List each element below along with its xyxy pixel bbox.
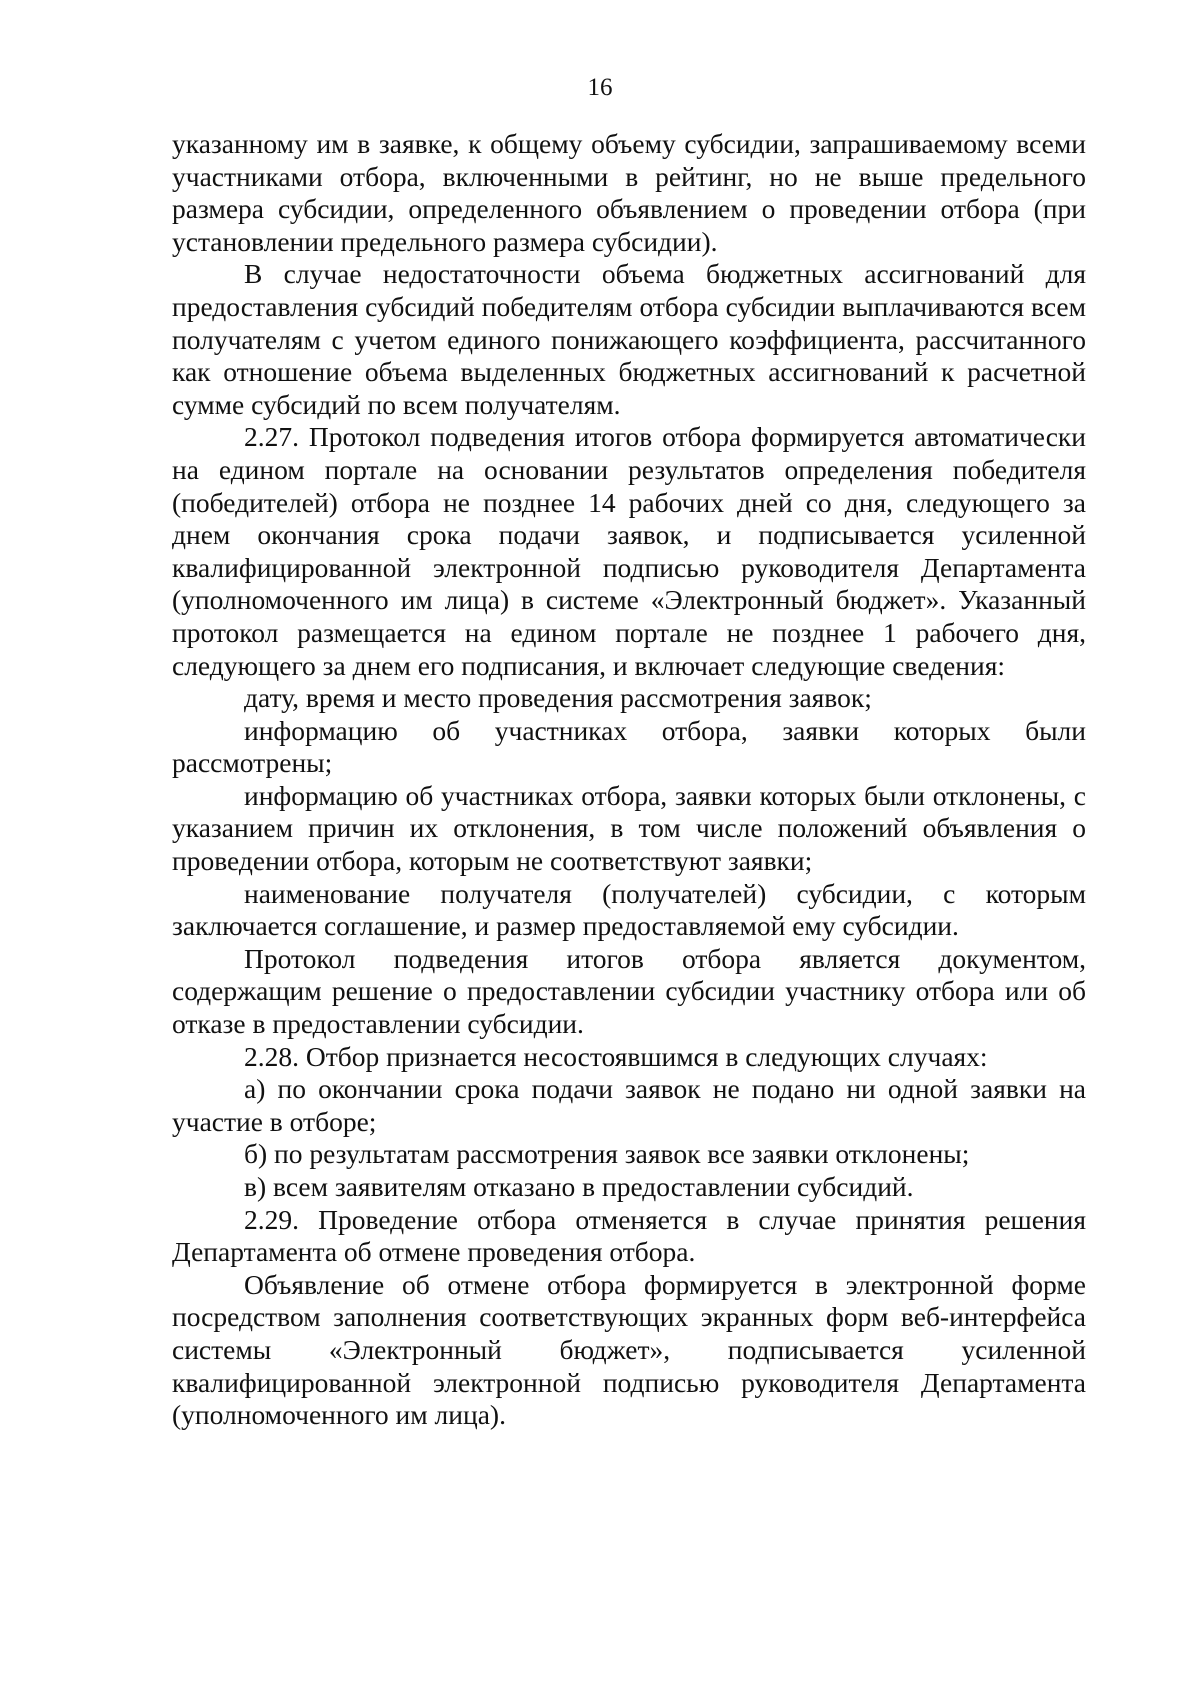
page-number: 16 — [587, 74, 613, 101]
list-item-a-no-applications: а) по окончании срока подачи заявок не подано ни одной заявки на участие в отборе; — [172, 1073, 1086, 1137]
paragraph-cancellation-announcement: Объявление об отмене отбора формируется в электронной форме посредством заполнения соответствующих экранных форм веб-интерфейса системы «Электронный бюджет», подписывается усиленной квалифицированной электронной подписью руководителя Департамента (уполномоченного им лица). — [172, 1268, 1086, 1431]
paragraph-2-27-protocol: 2.27. Протокол подведения итогов отбора формируется автоматически на едином портале на основании результатов определения победителя (победителей) отбора не позднее 14 рабочих дней со дня, следующего за днем окончания срока подачи заявок, и подписывается усиленной квалифицированной электронной подписью руководителя Департамента (уполномоченного им лица) в системе «Электронный бюджет». Указанный протокол размещается на едином портале не позднее 1 рабочего дня, следующего за днем его подписания, и включает следующие сведения: — [172, 421, 1086, 681]
paragraph-continuation: указанному им в заявке, к общему объему субсидии, запрашиваемому всеми участниками отбора, включенными в рейтинг, но не выше предельного размера субсидии, определенного объявлением о проведении отбора (при установлении предельного размера субсидии). — [172, 128, 1086, 257]
list-item-considered-participants: информацию об участниках отбора, заявки которых были рассмотрены; — [172, 714, 1086, 779]
paragraph-protocol-decision: Протокол подведения итогов отбора является документом, содержащим решение о предоставлении субсидии участнику отбора или об отказе в предоставлении субсидии. — [172, 942, 1086, 1040]
paragraph-insufficient-budget: В случае недостаточности объема бюджетных ассигнований для предоставления субсидий победителям отбора субсидии выплачиваются всем получателям с учетом единого понижающего коэффициента, рассчитанного как отношение объема выделенных бюджетных ассигнований к расчетной сумме субсидий по всем получателям. — [172, 258, 1086, 420]
list-item-recipient-name: наименование получателя (получателей) субсидии, с которым заключается соглашение, и размер предоставляемой ему субсидии. — [172, 877, 1086, 942]
document-body — [172, 128, 1086, 1432]
paragraph-2-28-failed-selection: 2.28. Отбор признается несостоявшимся в следующих случаях: — [244, 1040, 988, 1072]
list-item-b-all-rejected: б) по результатам рассмотрения заявок все заявки отклонены; — [244, 1138, 970, 1170]
list-item-rejected-participants: информацию об участниках отбора, заявки которых были отклонены, с указанием причин их отклонения, в том числе положений объявления о проведении отбора, которым не соответствуют заявки; — [172, 779, 1086, 877]
list-item-date-time-place: дату, время и место проведения рассмотрения заявок; — [244, 682, 872, 714]
list-item-c-all-refused: в) всем заявителям отказано в предоставлении субсидий. — [244, 1171, 914, 1202]
paragraph-2-29-cancellation: 2.29. Проведение отбора отменяется в случае принятия решения Департамента об отмене проведения отбора. — [172, 1203, 1086, 1268]
